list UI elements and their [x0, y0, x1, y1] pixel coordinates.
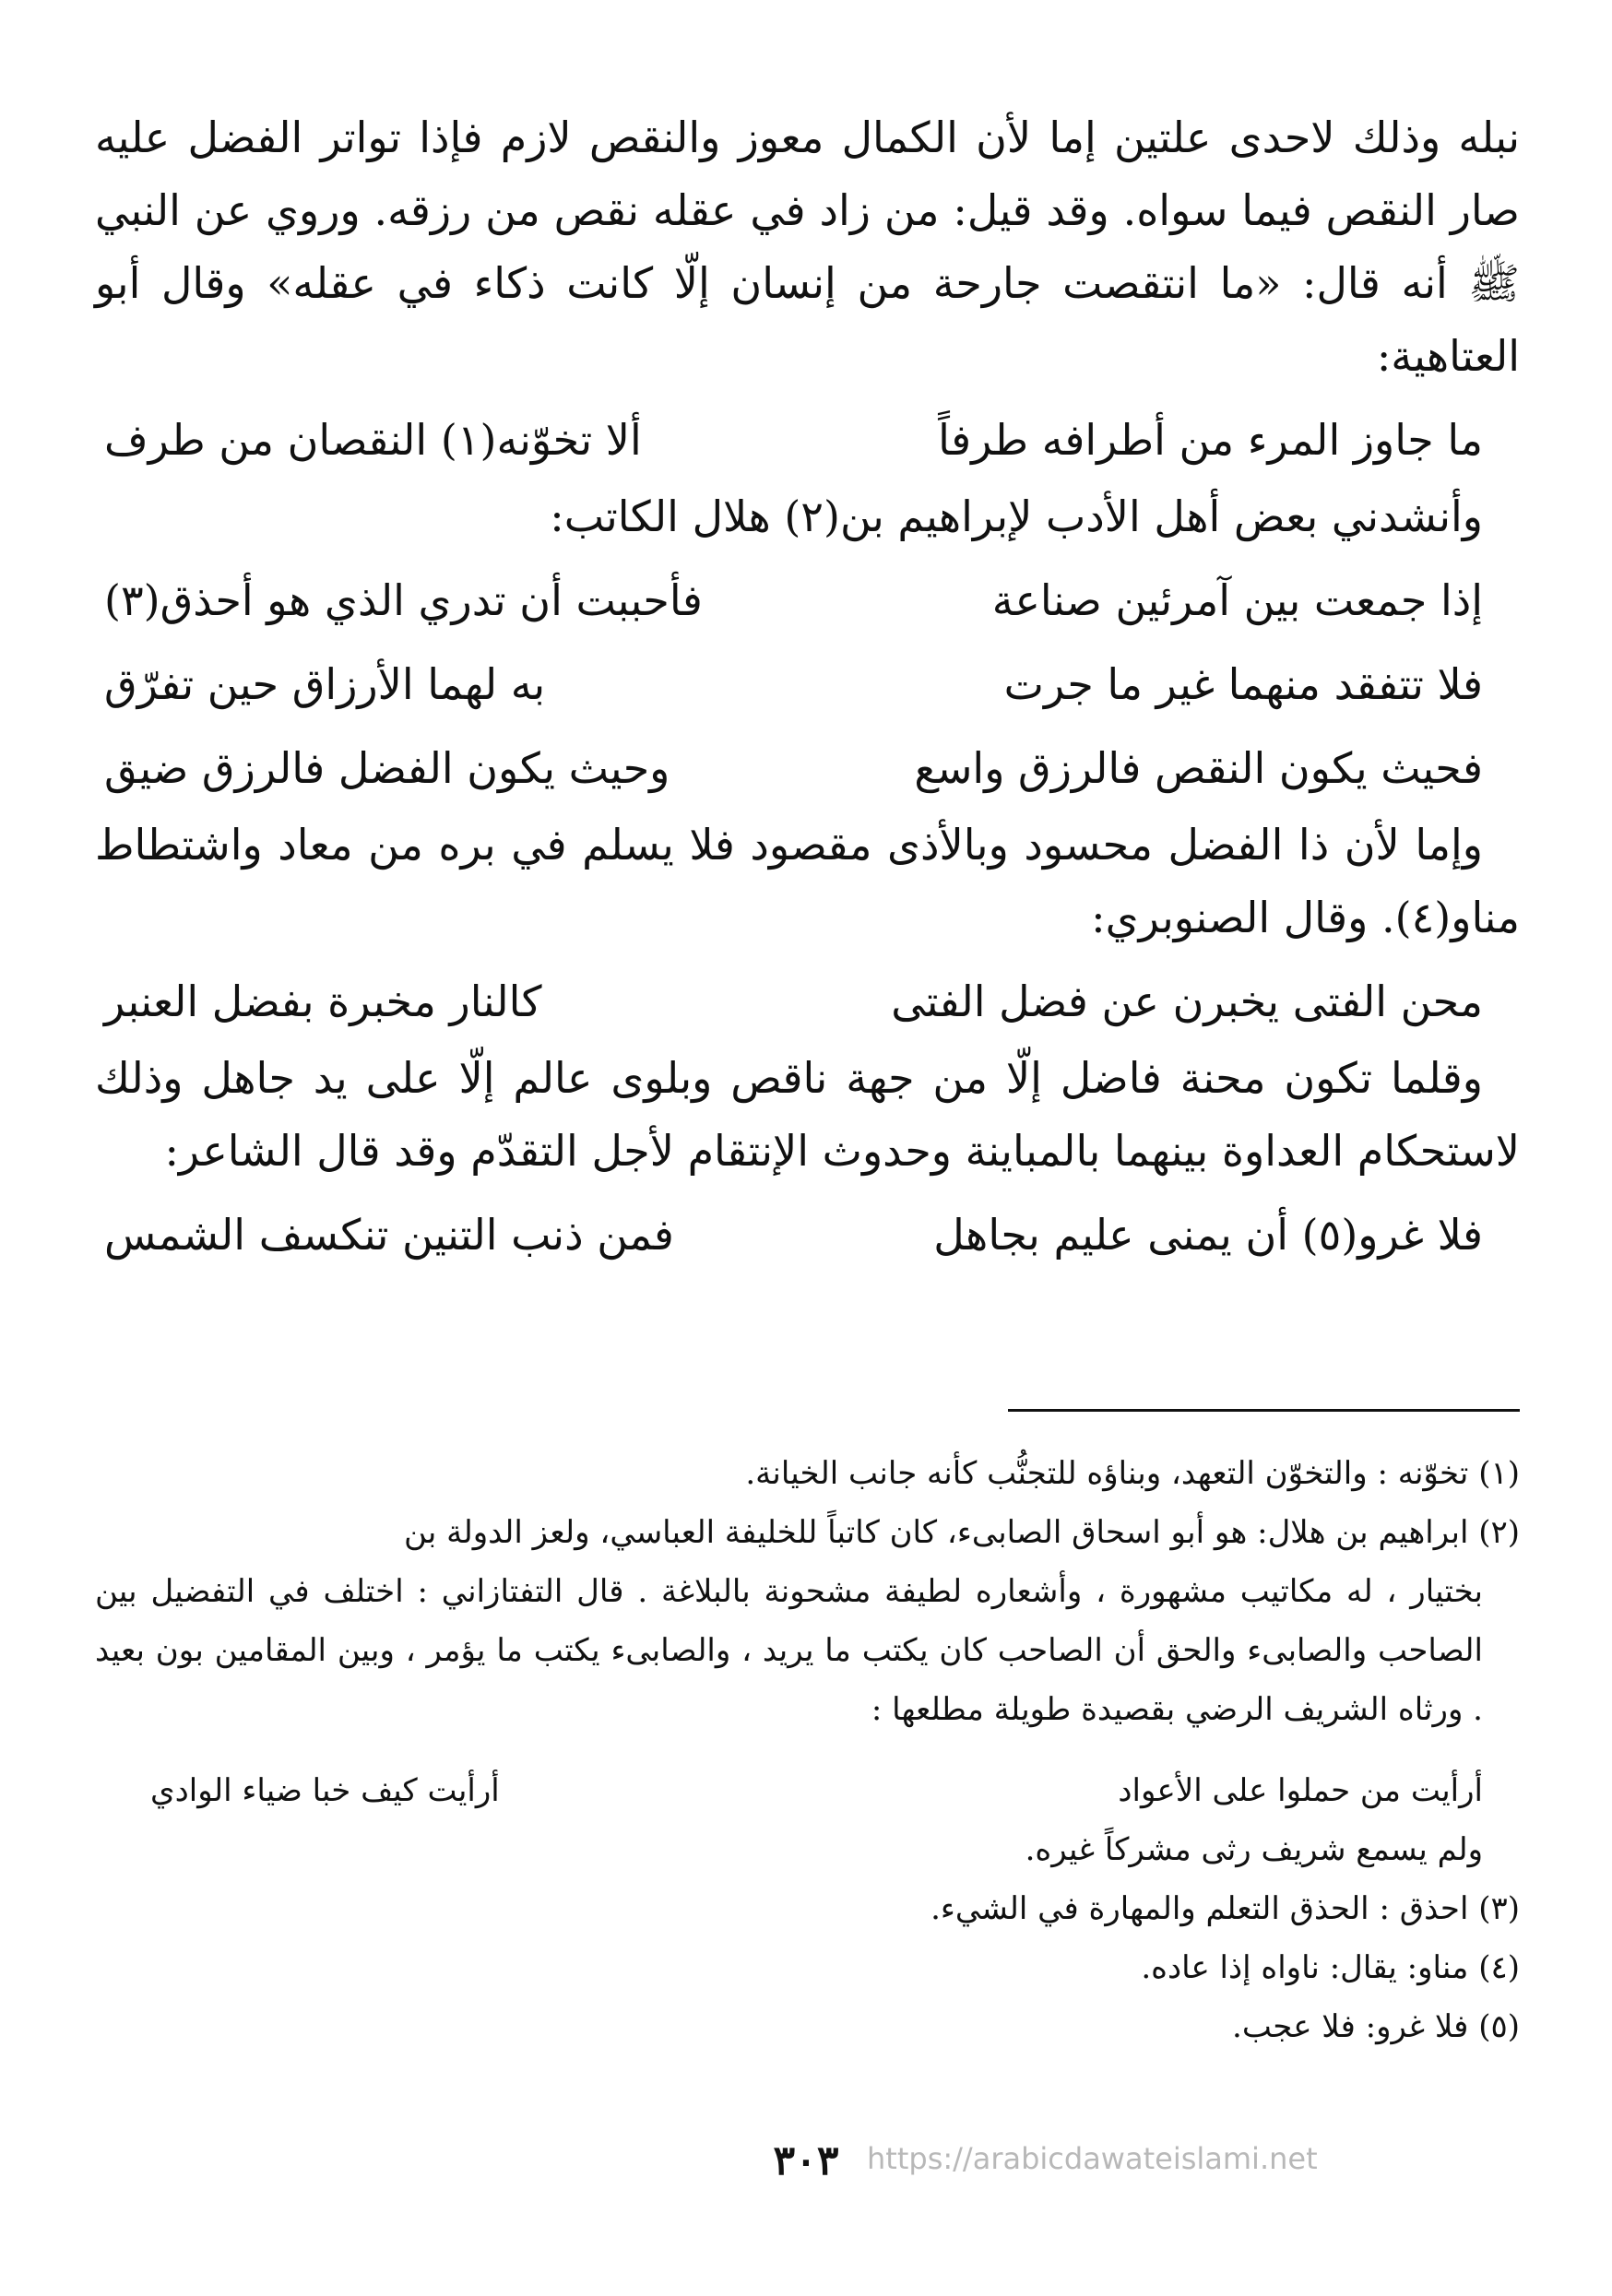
verse-2 — [95, 564, 1520, 637]
verse-5-second-hemistich: كالنار مخبرة بفضل العنبر — [104, 976, 542, 1026]
footnote-1: (١) تخوّنه : والتخوّن التعهد، وبناؤه للتجنُّب كأنه جانب الخيانة. — [745, 1455, 1520, 1492]
verse-1 — [95, 404, 1520, 477]
paragraph-4: وقلما تكون محنة فاضل إلّا من جهة ناقص وبلوى عالم إلّا على يد جاهل وذلك لاستحكام العداوة بينهما بالمباينة وحدوث الإنتقام لأجل التقدّم وقد قال الشاعر: — [95, 1053, 1520, 1176]
paragraph-3: وإما لأن ذا الفضل محسود وبالأذى مقصود فلا يسلم في بره من معاد واشتطاط مناو(٤). وقال الصنوبري: — [95, 820, 1520, 942]
verse-3 — [95, 648, 1520, 721]
watermark: https://arabicdawateislami.net — [867, 2141, 1318, 2176]
verse-6 — [95, 1199, 1520, 1272]
page-number: ٣٠٣ — [773, 2137, 839, 2184]
footnote-2-verse — [95, 1761, 1520, 1820]
footnote-2-verse-first: أرأيت من حملوا على الأعواد — [1118, 1772, 1483, 1809]
footnote-2-after: ولم يسمع شريف رثى مشركاً غيره. — [1025, 1831, 1483, 1868]
verse-1-second-hemistich: ألا تخوّنه(١) النقصان من طرف — [104, 415, 642, 465]
footnote-2-verse-second: أرأيت كيف خبا ضياء الوادي — [150, 1772, 500, 1809]
main-text — [95, 101, 1520, 1275]
footnote-2-continuation: بختيار ، له مكاتيب مشهورة ، وأشعاره لطيفة مشحونة بالبلاغة . قال التفتازاني : اختلف في التفضيل بين الصاحب والصابىء والحق أن الصاحب كان يكتب ما يريد ، والصابىء يكتب ما يؤمر ، وبين المقامين بون بعيد . ورثاه الشريف الرضي بقصيدة طويلة مطلعها : — [95, 1573, 1483, 1728]
verse-5 — [95, 965, 1520, 1038]
footnote-separator — [1008, 1409, 1520, 1412]
footnote-2: (٢) ابراهيم بن هلال: هو أبو اسحاق الصابىء، كان كاتباً للخليفة العباسي، ولعز الدولة بن — [404, 1514, 1520, 1551]
verse-2-first-hemistich: إذا جمعت بين آمرئين صناعة — [991, 575, 1483, 625]
verse-3-first-hemistich: فلا تتفقد منهما غير ما جرت — [1003, 659, 1483, 709]
footnotes — [95, 1444, 1520, 2056]
verse-6-second-hemistich: فمن ذنب التنين تنكسف الشمس — [104, 1210, 674, 1260]
verse-6-first-hemistich: فلا غرو(٥) أن يمنى عليم بجاهل — [933, 1210, 1483, 1260]
footnote-4: (٤) مناو: يقال: ناواه إذا عاده. — [1141, 1949, 1520, 1986]
verse-2-second-hemistich: فأحببت أن تدري الذي هو أحذق(٣) — [104, 575, 703, 625]
paragraph-1: نبله وذلك لاحدى علتين إما لأن الكمال معوز والنقص لازم فإذا تواتر الفضل عليه صار النقص فيما سواه. وقد قيل: من زاد في عقله نقص من رزقه. وروي عن النبي ﷺ أنه قال: «ما انتقصت جارحة من إنسان إلّا كانت ذكاء في عقله» وقال أبو العتاهية: — [95, 112, 1520, 381]
footnote-5: (٥) فلا غرو: فلا عجب. — [1232, 2008, 1520, 2045]
verse-4-second-hemistich: وحيث يكون الفضل فالرزق ضيق — [104, 743, 670, 793]
paragraph-2: وأنشدني بعض أهل الأدب لإبراهيم بن(٢) هلال الكاتب: — [550, 491, 1483, 541]
verse-5-first-hemistich: محن الفتى يخبرن عن فضل الفتى — [891, 976, 1483, 1026]
verse-1-first-hemistich: ما جاوز المرء من أطرافه طرفاً — [938, 415, 1483, 465]
footnote-3: (٣) احذق : الحذق التعلم والمهارة في الشيء. — [930, 1890, 1520, 1927]
verse-4-first-hemistich: فحيث يكون النقص فالرزق واسع — [914, 743, 1483, 793]
verse-3-second-hemistich: به لهما الأرزاق حين تفرّق — [104, 659, 546, 709]
verse-4 — [95, 732, 1520, 805]
